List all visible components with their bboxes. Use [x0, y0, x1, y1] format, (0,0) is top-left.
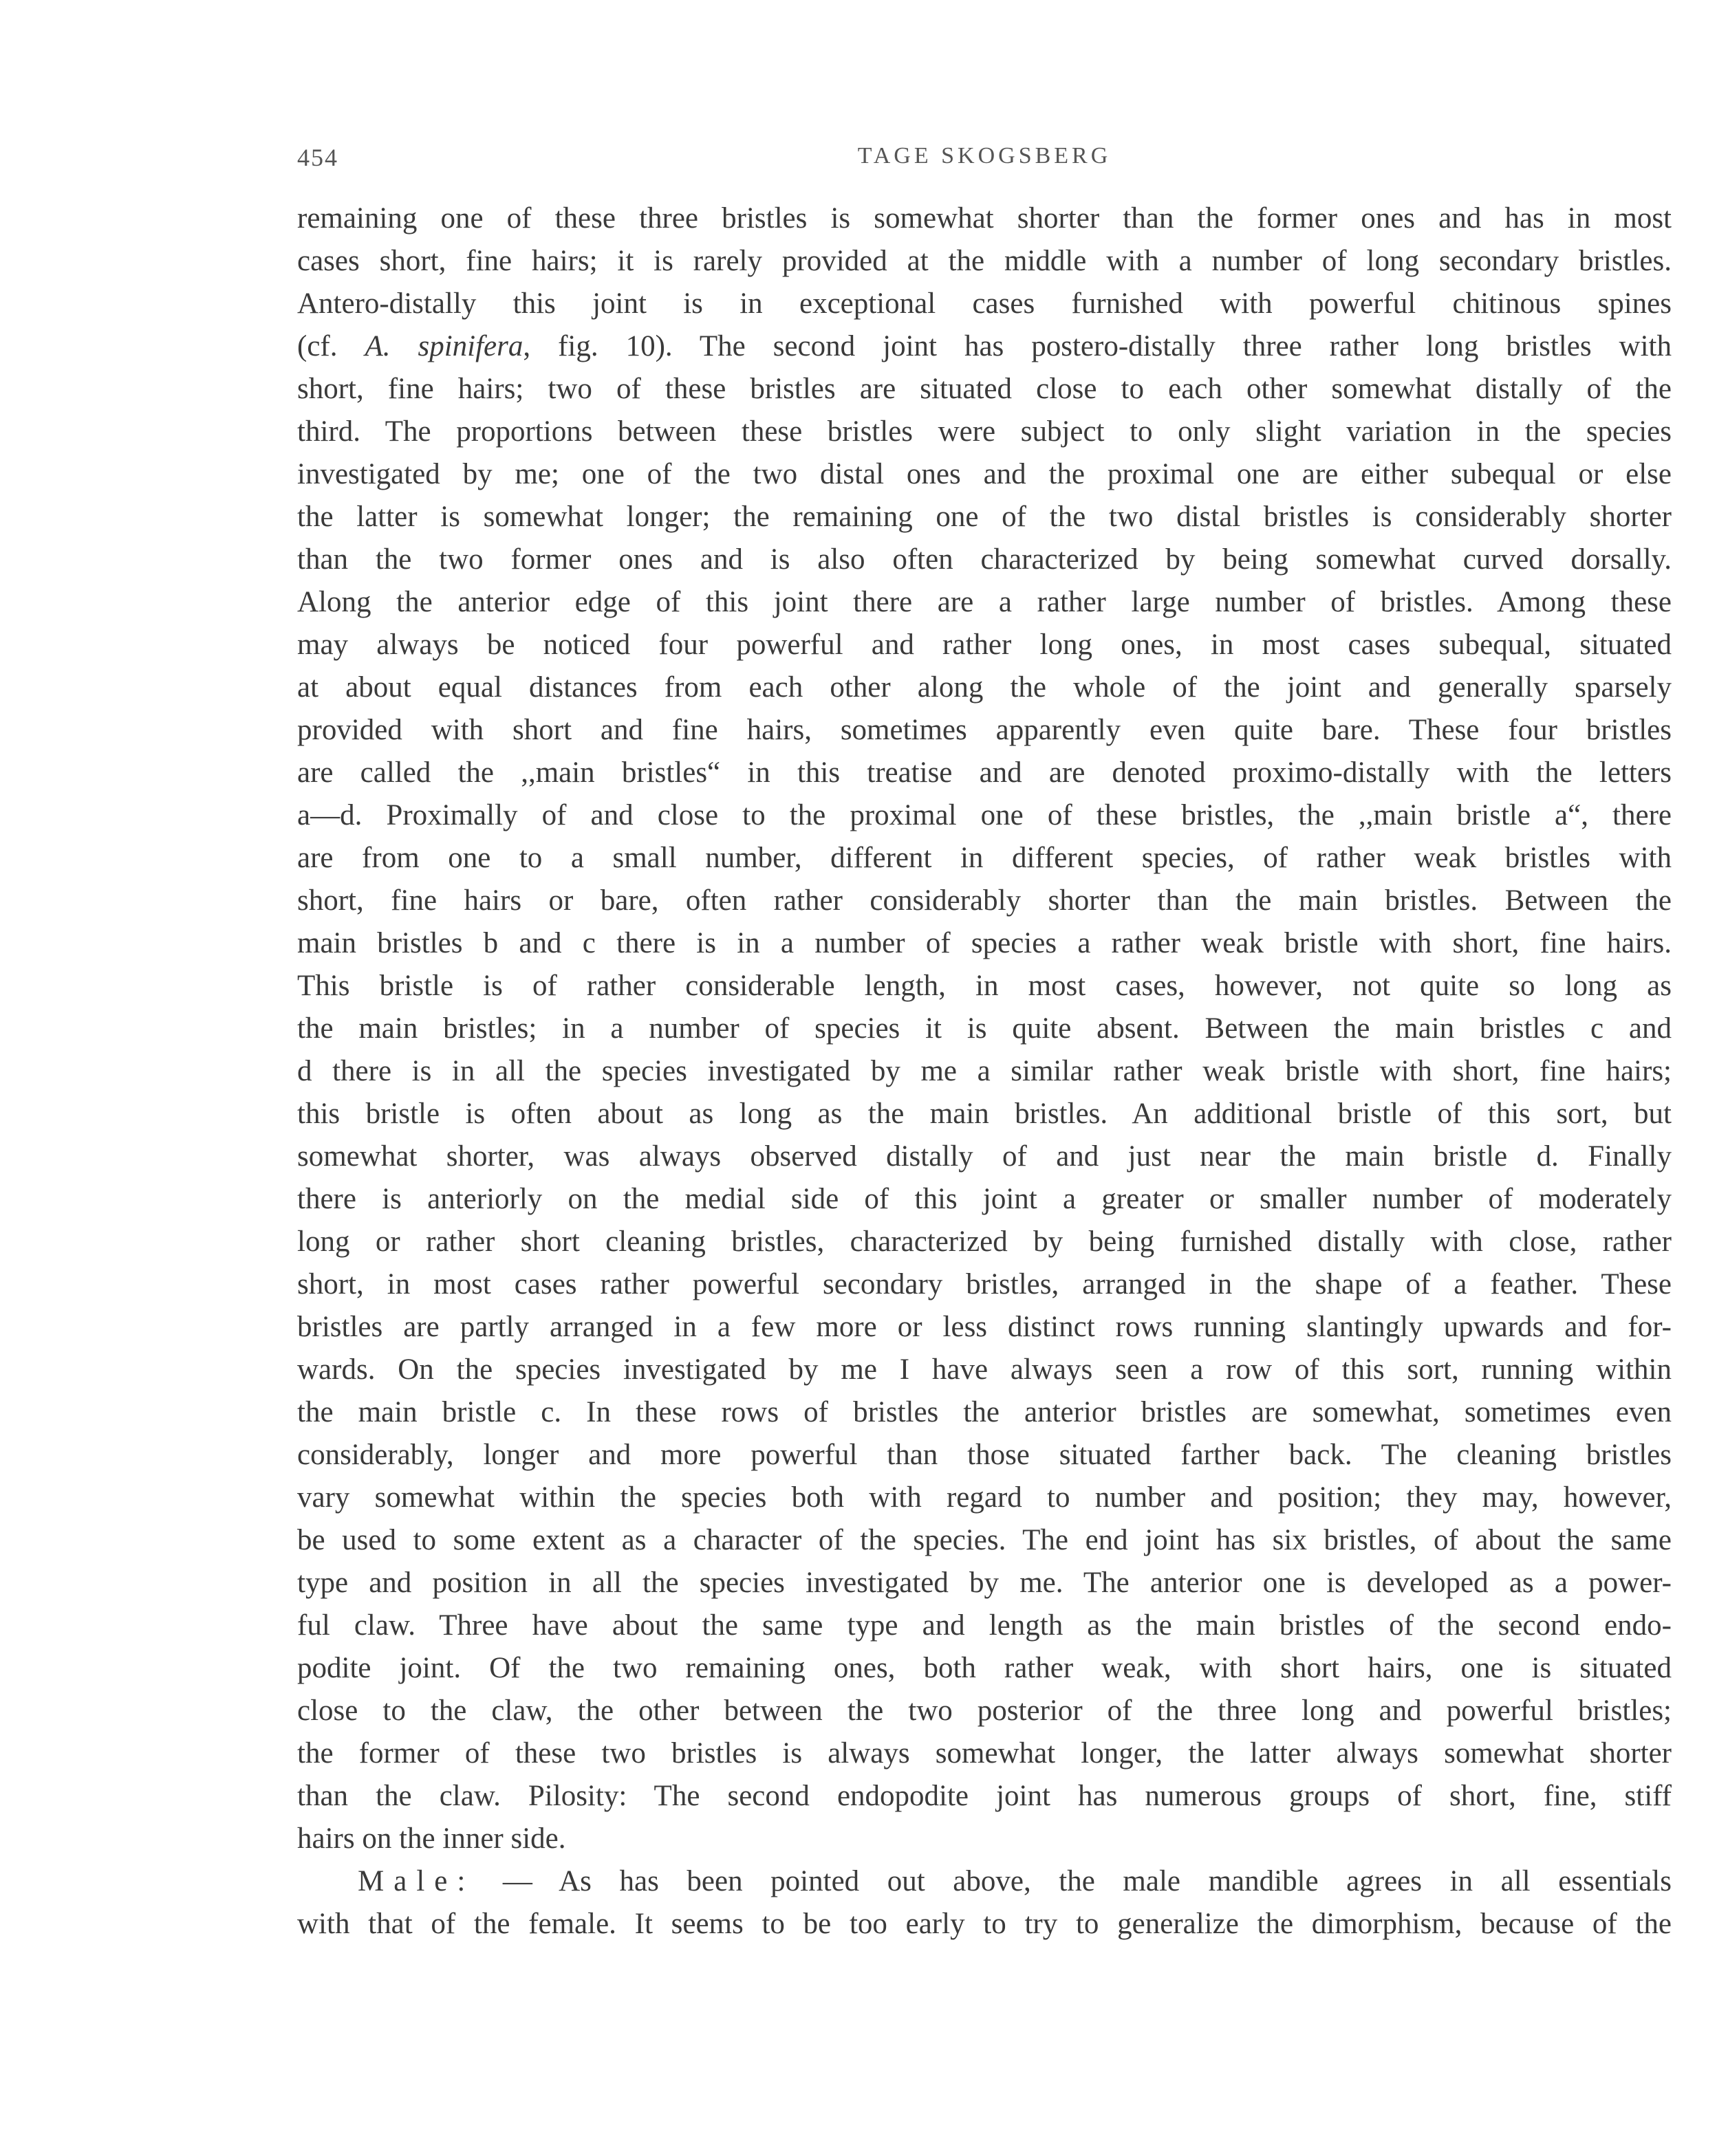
- text-line: considerably, longer and more powerful than those situated farther back. The cleaning bristles: [297, 1439, 1672, 1471]
- text-line: Antero-distally this joint is in exceptional cases furnished with powerful chitinous spines: [297, 287, 1672, 320]
- text-line: close to the claw, the other between the two posterior of the three long and powerful bristles;: [297, 1695, 1672, 1727]
- text-line: short, in most cases rather powerful secondary bristles, arranged in the shape of a feather. These: [297, 1268, 1672, 1300]
- text-line: than the claw. Pilosity: The second endopodite joint has numerous groups of short, fine, stiff: [297, 1780, 1672, 1812]
- text-line: vary somewhat within the species both with regard to number and position; they may, however,: [297, 1481, 1672, 1514]
- text-line: are called the ,,main bristles“ in this treatise and are denoted proximo-distally with the letters: [297, 756, 1672, 789]
- text-line: type and position in all the species investigated by me. The anterior one is developed as a power-: [297, 1567, 1672, 1599]
- text-line: investigated by me; one of the two distal ones and the proximal one are either subequal or else: [297, 458, 1672, 490]
- text-line: provided with short and fine hairs, sometimes apparently even quite bare. These four bristles: [297, 714, 1672, 746]
- species-name: A. spinifera: [365, 330, 523, 362]
- text-line: a—d. Proximally of and close to the proximal one of these bristles, the ,,main bristle a“, there: [297, 799, 1672, 831]
- text-line: somewhat shorter, was always observed distally of and just near the main bristle d. Finally: [297, 1140, 1672, 1173]
- text-line: cases short, fine hairs; it is rarely provided at the middle with a number of long secondary bristles.: [297, 245, 1672, 277]
- text-line: may always be noticed four powerful and rather long ones, in most cases subequal, situated: [297, 629, 1672, 661]
- text-line: remaining one of these three bristles is somewhat shorter than the former ones and has in most: [297, 202, 1672, 235]
- body-text: [297, 197, 1672, 1946]
- text-line: podite joint. Of the two remaining ones, both rather weak, with short hairs, one is situated: [297, 1652, 1672, 1684]
- text-line: third. The proportions between these bristles were subject to only slight variation in the species: [297, 415, 1672, 448]
- text-line-male-section: Male: — As has been pointed out above, the male mandible agrees in all essentials: [358, 1865, 1672, 1897]
- text-line: than the two former ones and is also often characterized by being somewhat curved dorsally.: [297, 543, 1672, 576]
- text-line: bristles are partly arranged in a few more or less distinct rows running slantingly upwards and for-: [297, 1311, 1672, 1343]
- text-line: short, fine hairs; two of these bristles are situated close to each other somewhat distally of the: [297, 373, 1672, 405]
- text-line: this bristle is often about as long as the main bristles. An additional bristle of this sort, but: [297, 1098, 1672, 1130]
- text-line: the main bristles; in a number of species it is quite absent. Between the main bristles c and: [297, 1012, 1672, 1045]
- text-line: d there is in all the species investigated by me a similar rather weak bristle with short, fine hairs;: [297, 1055, 1672, 1087]
- text-line: are from one to a small number, different in different species, of rather weak bristles with: [297, 842, 1672, 874]
- text-line: with that of the female. It seems to be too early to try to generalize the dimorphism, because of the: [297, 1908, 1672, 1940]
- text-line: the main bristle c. In these rows of bristles the anterior bristles are somewhat, sometimes even: [297, 1396, 1672, 1428]
- text-line: at about equal distances from each other along the whole of the joint and generally sparsely: [297, 671, 1672, 704]
- text-line: ful claw. Three have about the same type and length as the main bristles of the second endo-: [297, 1609, 1672, 1642]
- text-line: wards. On the species investigated by me I have always seen a row of this sort, running within: [297, 1353, 1672, 1386]
- text-line: This bristle is of rather considerable length, in most cases, however, not quite so long as: [297, 970, 1672, 1002]
- text-line: long or rather short cleaning bristles, characterized by being furnished distally with close, rather: [297, 1226, 1672, 1258]
- text-line: (cf. A. spinifera, fig. 10). The second joint has postero-distally three rather long bristles with: [297, 330, 1672, 362]
- text-line: main bristles b and c there is in a number of species a rather weak bristle with short, fine hairs.: [297, 927, 1672, 959]
- running-head: TAGE SKOGSBERG: [857, 143, 1112, 168]
- text-line: short, fine hairs or bare, often rather considerably shorter than the main bristles. Between the: [297, 884, 1672, 917]
- page-header: [297, 136, 1672, 177]
- text-line: the former of these two bristles is always somewhat longer, the latter always somewhat shorter: [297, 1737, 1672, 1770]
- text-line: Along the anterior edge of this joint there are a rather large number of bristles. Among these: [297, 586, 1672, 618]
- page-number: 454: [297, 144, 338, 171]
- text-line-paragraph-end: hairs on the inner side.: [297, 1822, 566, 1855]
- male-section-label: Male:: [358, 1865, 475, 1897]
- text-line: be used to some extent as a character of the species. The end joint has six bristles, of about the same: [297, 1524, 1672, 1556]
- text-line: the latter is somewhat longer; the remaining one of the two distal bristles is considerably shorter: [297, 501, 1672, 533]
- text-line: there is anteriorly on the medial side of this joint a greater or smaller number of moderately: [297, 1183, 1672, 1215]
